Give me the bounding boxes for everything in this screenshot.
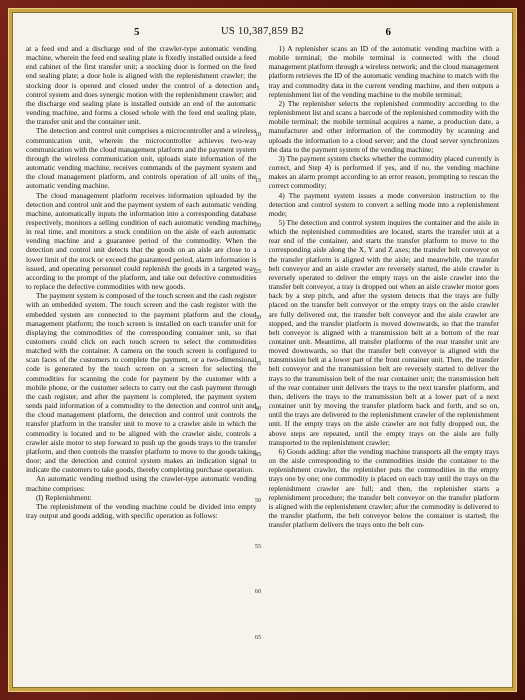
paragraph: 6) Goods adding: after the vending machine transports all the empty trays on the aisle corresponding to the commodities inside the container to the replenishment crawler, the replenisher puts the commodities in the empty trays one by one; one commodity is placed on each tray until the trays on the replenishment crawler are full; and then, the replenisher starts a replenishment procedure; the transfer belt conveyor on the transfer platform is aligned with the replenishment crawler; after the commodity is delivered to the transfer platform, the belt conveyor below the container is started; the transfer platform delivers the trays onto the belt con- [268,446,499,530]
right-column [269,44,500,682]
line-number: 20 [254,222,262,230]
line-number: 40 [254,405,262,413]
paragraph: 5) The detection and control system inquires the container and the aisle in which the replenished commodities are located, starts the transfer unit at a rear end of the container, and starts the transfer platform to move to the corresponding aisle along the X, Y and Z axes; the transfer belt conveyor on the transfer platform is aligned with the aisle; and meanwhile, the transfer belt conveyor and an aisle crawler are reversely started, the aisle crawler is reversely operated to deliver the empty trays on the aisle crawler into the transfer belt conveyor, a tray is dropped out when an aisle crawler motor goes back by a step pitch, and after the system detects that the trays are fully placed on the transfer belt conveyor or the empty trays on the aisle crawler are fully delivered out, the transfer belt conveyor and the aisle crawler are stopped, and the transfer platform is moved downwards, so that the transfer belt conveyor is aligned with a transmission belt at a bottom of the rear container unit. Meantime, all transfer platforms of the rear transfer unit are moved downwards, so that the transfer belt conveyor is aligned with the transmission belt at a lower part of the front container unit. Then, the transfer belt conveyor and the transmission belt are reversely started to deliver the trays to the transmission belt of the rear container unit; the transmission belt of the rear container unit delivers the trays to the next transfer platform, and then, delivers the trays to the transmission belt at a lower part of a next container unit by moving the transfer platform back and forth, and so on, until the trays are delivered to the replenishment crawler of the replenishment unit. If the empty trays on the aisle crawler are not fully dropped out, the above steps are repeated, until the empty trays on the aisle are fully transported to the replenishment crawler; [268,217,499,447]
paragraph: 2) The replenisher selects the replenished commodity according to the replenishment list and scans a barcode of the replenished commodity with the mobile terminal; the mobile terminal acquires a name, a production date, a manufacturer and other information of the commodity by scanning and uploads the information to a cloud server; and the cloud server synchronizes the data to the payment system of the vending machine; [268,98,499,154]
paragraph: 3) The payment system checks whether the commodity placed currently is correct, and Step 4) is performed if yes, and if no, the vending machine makes an alarm prompt according to an error reason, prompting to rescan the correct commodity; [268,153,499,191]
paragraph: The cloud management platform receives information uploaded by the detection and control unit and the payment system of each automatic vending machine, automatically inputs the information into a corresponding database respectively, monitors a selling condition of each automatic vending machine in real time, and monitors a stock condition on the aisle of each automatic vending machine and a guarantee period of the commodity. When the detection and control unit detects that the goods on an aisle are close to a lower limit of the stock or exceed the guaranteed period, alarm information is issued, and operating personnel could replenish the goods in a targeted way according to the prompt of the platform, and take out defective commodities to replace the defective commodities with new goods. [26,190,257,292]
line-number: 65 [254,634,262,642]
paragraph: An automatic vending method using the crawler-type automatic vending machine comprises: [26,474,257,493]
page-header [26,20,499,42]
left-column [26,44,257,682]
left-page-number: 5 [134,26,140,38]
patent-page [26,20,499,682]
paragraph: at a feed end and a discharge end of the crawler-type automatic vending machine, wherein the feed end sealing plate is fixedly installed outside a feed end cabinet of the first transfer unit; a stocking door is formed on the feed end sealing plate; a door hole is aligned with the replenishment crawler; the stocking door is opened and closed under the control of a detection and control system and does synergic motion with the replenishment crawler; and the discharge end sealing plate is installed outside an end of the automatic vending machine, and forms a closed whole with the feed end sealing plate, the transfer unit and the container unit. [26,44,257,127]
line-number: 10 [254,130,262,138]
gilt-border [9,9,516,691]
line-number: 15 [254,176,262,184]
line-number: 45 [254,451,262,459]
paragraph: The payment system is composed of the touch screen and the cash register with an embedded system. The touch screen and the cash register with the embedded system are connected to the payment platform and the cloud management platform; the touch screen is installed on each transfer unit for displaying the commodities of the corresponding container unit, so that customers could click on each touch screen to select the commodities matched with the container. A camera on the touch screen is configured to scan faces of the customers to complete the payment, or a two-dimensional code is generated by the touch screen on a screen for selecting the commodities for scanning the code for payment by the customer with a mobile phone, or the customer selects to carry out the cash payment through the cash register, and after the payment is completed, the payment system sends paid information of a commodity to the detection and control unit and the cloud management platform, the detection and control unit controls the transfer platform in the transfer unit to move to a crawler aisle in which the commodity is located and to be aligned with the crawler aisle, controls a crawler aisle motor to step forward to push up the goods trays to the transfer platform, and then controls the transfer platform to move to the goods taking door; and the detection and control system makes an indication signal to indicate the customers to take goods, thereby completing purchase operation. [26,291,257,475]
line-number: 5 [256,85,260,93]
paragraph: 4) The payment system issues a mode conversion instruction to the detection and control system to convert a selling mode into a replenishment mode; [268,190,499,218]
paragraph: The replenishment of the vending machine could be divided into empty tray output and goods adding, with specific operation as follows: [26,501,257,520]
line-number: 50 [254,496,262,504]
line-number: 25 [254,268,262,276]
line-number: 60 [254,588,262,596]
paragraph: (I) Replenishment: [36,492,92,502]
paragraph: 1) A replenisher scans an ID of the automatic vending machine with a mobile terminal; the mobile terminal is connected with the cloud management platform through a wireless network; and the cloud management platform retrieves the ID of the automatic vending machine to match with the tray and commodity data in the current vending machine, and then outputs a replenishment list of the vending machine to the mobile terminal; [268,44,499,99]
paragraph: The detection and control unit comprises a microcontroller and a wireless communication unit, wherein the microcontroller achieves two-way communication with the cloud management platform and the payment system through the wireless communication unit, uploads state information of the automatic vending machine, receives commands of the payment system and the cloud management platform, and controls operation of all units of the automatic vending machine. [26,126,257,191]
right-page-number: 6 [385,26,391,38]
patent-number: US 10,387,859 B2 [221,26,304,37]
line-number: 55 [254,542,262,550]
line-number: 35 [254,359,262,367]
line-number: 30 [254,313,262,321]
